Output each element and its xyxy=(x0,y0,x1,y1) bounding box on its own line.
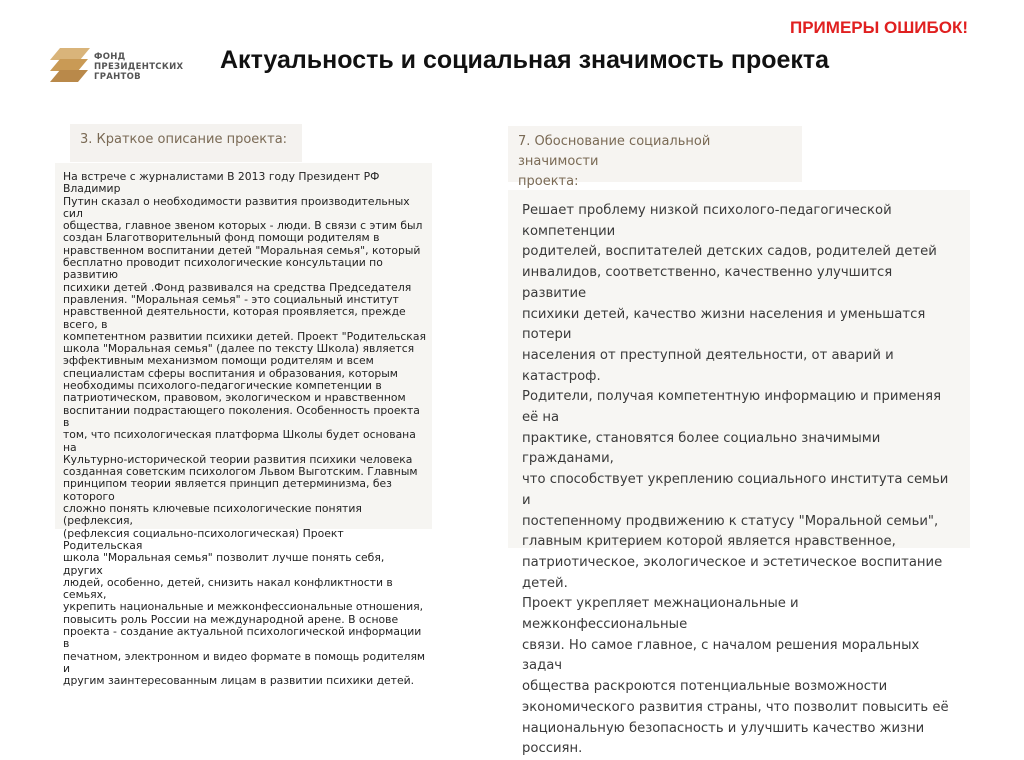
fund-logo-text xyxy=(94,52,183,82)
errors-examples-label: ПРИМЕРЫ ОШИБОК! xyxy=(790,18,968,37)
social-significance-text: Решает проблему низкой психолого-педагогической компетенции родителей, воспитателей детских садов, родителей детей инвалидов, соответственно, качественно улучшится развитие психики детей, качество жизни населения и уменьшатся потери населения от преступной деятельности, от аварий и катастроф. Родители, получая компетентную информацию и применяя её на практике, становятся более социально значимыми гражданами, что способствует укреплению социального института семьи и постепенному продвижению к статусу "Моральной семьи", главным критерием которой является нравственное, патриотическое, экологическое и эстетическое воспитание детей. Проект укрепляет межнациональные и межконфессиональные связи. Но самое главное, с началом решения моральных задач общества раскроются потенциальные возможности экономического развития страны, что позволит повысить её национальную безопасность и улучшить качество жизни россиян. xyxy=(522,203,949,757)
page-title: Актуальность и социальная значимость проекта xyxy=(220,46,830,74)
logo-line-1: ФОНД xyxy=(94,52,126,62)
social-significance-panel xyxy=(508,190,970,757)
short-description-panel xyxy=(55,163,432,688)
social-significance-heading: 7. Обоснование социальной значимости проекта: xyxy=(508,126,802,182)
logo-line-2: ПРЕЗИДЕНТСКИХ xyxy=(94,62,184,72)
short-description-heading: 3. Краткое описание проекта: xyxy=(70,124,302,162)
fund-logo-icon xyxy=(50,48,90,82)
logo-line-3: ГРАНТОВ xyxy=(94,72,141,82)
fund-logo xyxy=(50,48,210,92)
short-description-text: На встрече с журналистами В 2013 году Президент РФ Владимир Путин сказал о необходимости развития производительных сил общества, главное звеном которых - люди. В связи с этим был создан Благотворительный фонд помощи родителям в нравственном воспитании детей "Моральная семья", который бесплатно проводит психологические консультации по развитию психики детей .Фонд развивался на средства Председателя правления. "Моральная семья" - это социальный институт нравственной деятельности, которая проявляется, прежде всего, в компетентном развитии психики детей. Проект "Родительская школа "Моральная семья" (далее по тексту Школа) является эффективным механизмом помощи родителям и всем специалистам сферы воспитания и образования, которым необходимы психолого-педагогические компетенции в патриотическом, правовом, экологическом и нравственном воспитании подрастающего поколения. Особенность проекта в том, что психологическая платформа Школы будет основана на Культурно-исторической теории развития психики человека созданная советским психологом Львом Выготским. Главным принципом теории является принцип детерминизма, без которого сложно понять ключевые психологические понятия (рефлексия, (рефлексия социально-психологическая) Проект Родительская школа "Моральная семья" позволит лучше понять себя, других людей, особенно, детей, снизить накал конфликтности в семьях, укрепить национальные и межконфессиональные отношения, повысить роль России на международной арене. В основе проекта - создание актуальной психологической информации в печатном, электронном и видео формате в помощь родителям и другим заинтересованным лицам в развитии психики детей. xyxy=(63,170,426,688)
